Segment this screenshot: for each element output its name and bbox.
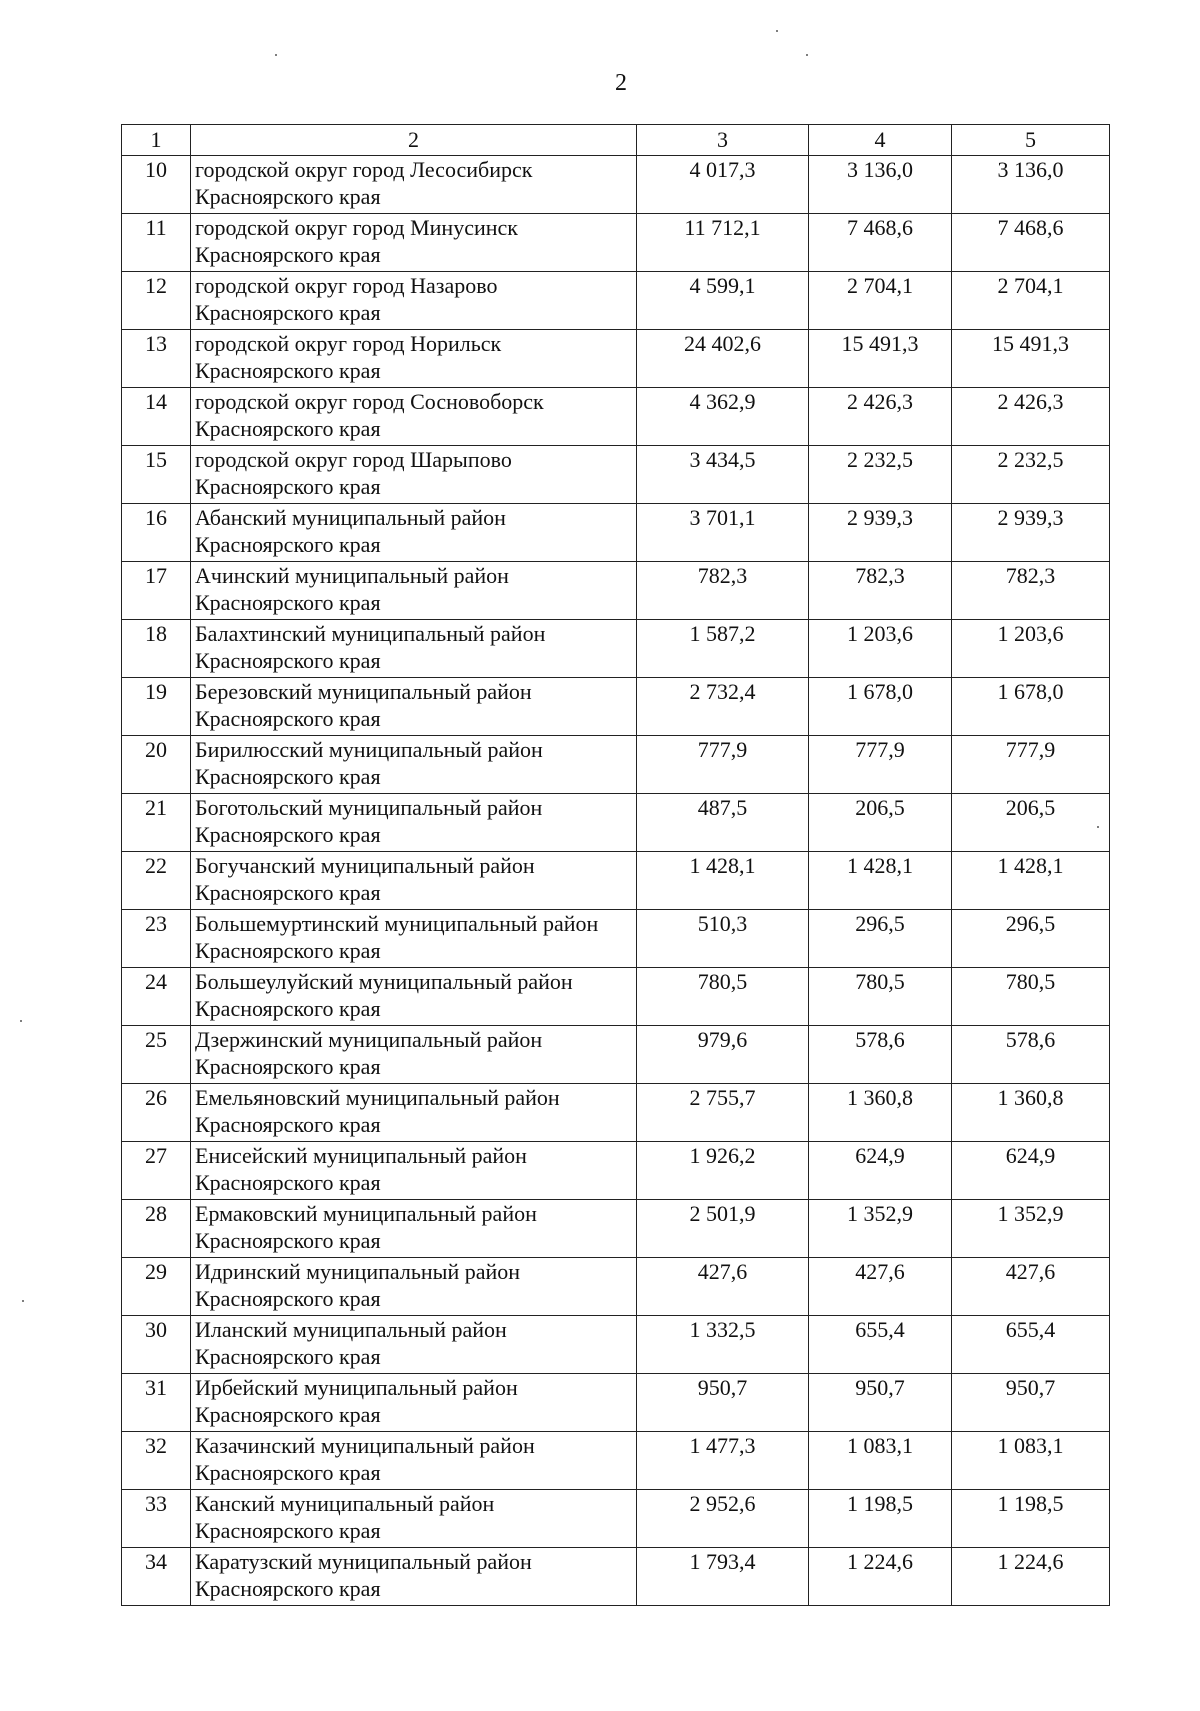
value-col3-cell: 427,6 (637, 1258, 809, 1316)
row-number-cell: 34 (122, 1548, 191, 1606)
value-col3-cell: 3 434,5 (637, 446, 809, 504)
value-col4-cell: 1 678,0 (809, 678, 952, 736)
column-header-3: 3 (637, 125, 809, 156)
row-number-cell: 29 (122, 1258, 191, 1316)
table-row (122, 388, 1110, 446)
value-col5-cell: 7 468,6 (952, 214, 1110, 272)
row-number-cell: 28 (122, 1200, 191, 1258)
row-number-cell: 24 (122, 968, 191, 1026)
value-col3-cell: 4 362,9 (637, 388, 809, 446)
value-col4-cell: 1 352,9 (809, 1200, 952, 1258)
value-col3-cell: 1 587,2 (637, 620, 809, 678)
value-col3-cell: 1 793,4 (637, 1548, 809, 1606)
table-row (122, 504, 1110, 562)
value-col4-cell: 15 491,3 (809, 330, 952, 388)
value-col3-cell: 1 428,1 (637, 852, 809, 910)
table-row (122, 562, 1110, 620)
value-col4-cell: 950,7 (809, 1374, 952, 1432)
value-col3-cell: 11 712,1 (637, 214, 809, 272)
row-number-cell: 15 (122, 446, 191, 504)
value-col4-cell: 578,6 (809, 1026, 952, 1084)
table-row (122, 794, 1110, 852)
value-col4-cell: 777,9 (809, 736, 952, 794)
data-table (121, 124, 1110, 1606)
table-row (122, 736, 1110, 794)
page-number: 2 (615, 70, 627, 96)
value-col4-cell: 3 136,0 (809, 156, 952, 214)
table-row (122, 620, 1110, 678)
value-col5-cell: 427,6 (952, 1258, 1110, 1316)
value-col4-cell: 1 428,1 (809, 852, 952, 910)
table-row (122, 910, 1110, 968)
municipality-name-cell: городской округ город Минусинск Красноярского края (191, 214, 637, 272)
row-number-cell: 10 (122, 156, 191, 214)
value-col5-cell: 1 224,6 (952, 1548, 1110, 1606)
value-col4-cell: 7 468,6 (809, 214, 952, 272)
table-header (122, 125, 1110, 156)
row-number-cell: 32 (122, 1432, 191, 1490)
table-row (122, 678, 1110, 736)
value-col4-cell: 1 198,5 (809, 1490, 952, 1548)
municipality-name-cell: Каратузский муниципальный район Красноярского края (191, 1548, 637, 1606)
value-col5-cell: 3 136,0 (952, 156, 1110, 214)
value-col5-cell: 578,6 (952, 1026, 1110, 1084)
table-row (122, 968, 1110, 1026)
municipality-name-cell: Большемуртинский муниципальный район Красноярского края (191, 910, 637, 968)
table-row (122, 1374, 1110, 1432)
value-col3-cell: 487,5 (637, 794, 809, 852)
table-row (122, 1084, 1110, 1142)
value-col3-cell: 780,5 (637, 968, 809, 1026)
value-col5-cell: 1 360,8 (952, 1084, 1110, 1142)
value-col4-cell: 782,3 (809, 562, 952, 620)
municipality-name-cell: Ачинский муниципальный район Красноярского края (191, 562, 637, 620)
value-col5-cell: 780,5 (952, 968, 1110, 1026)
value-col4-cell: 2 939,3 (809, 504, 952, 562)
value-col5-cell: 2 704,1 (952, 272, 1110, 330)
value-col4-cell: 206,5 (809, 794, 952, 852)
value-col4-cell: 780,5 (809, 968, 952, 1026)
scan-speck (275, 54, 277, 56)
value-col4-cell: 2 704,1 (809, 272, 952, 330)
row-number-cell: 26 (122, 1084, 191, 1142)
scan-speck (776, 30, 778, 32)
table-body (122, 156, 1110, 1606)
value-col3-cell: 2 732,4 (637, 678, 809, 736)
column-header-5: 5 (952, 125, 1110, 156)
municipality-name-cell: Идринский муниципальный район Красноярского края (191, 1258, 637, 1316)
column-header-1: 1 (122, 125, 191, 156)
value-col5-cell: 655,4 (952, 1316, 1110, 1374)
row-number-cell: 31 (122, 1374, 191, 1432)
value-col5-cell: 1 083,1 (952, 1432, 1110, 1490)
value-col4-cell: 2 426,3 (809, 388, 952, 446)
value-col3-cell: 777,9 (637, 736, 809, 794)
municipality-name-cell: Ирбейский муниципальный район Красноярского края (191, 1374, 637, 1432)
value-col3-cell: 979,6 (637, 1026, 809, 1084)
row-number-cell: 14 (122, 388, 191, 446)
value-col5-cell: 1 428,1 (952, 852, 1110, 910)
municipality-name-cell: городской округ город Норильск Красноярского края (191, 330, 637, 388)
value-col3-cell: 4 599,1 (637, 272, 809, 330)
value-col5-cell: 1 352,9 (952, 1200, 1110, 1258)
value-col5-cell: 1 203,6 (952, 620, 1110, 678)
table-row (122, 1026, 1110, 1084)
value-col5-cell: 782,3 (952, 562, 1110, 620)
column-header-4: 4 (809, 125, 952, 156)
municipality-name-cell: Березовский муниципальный район Красноярского края (191, 678, 637, 736)
value-col4-cell: 1 083,1 (809, 1432, 952, 1490)
municipality-name-cell: Енисейский муниципальный район Красноярского края (191, 1142, 637, 1200)
table-row (122, 1258, 1110, 1316)
row-number-cell: 25 (122, 1026, 191, 1084)
scan-speck (20, 1020, 22, 1022)
table-row (122, 330, 1110, 388)
row-number-cell: 30 (122, 1316, 191, 1374)
municipality-name-cell: Боготольский муниципальный район Красноярского края (191, 794, 637, 852)
value-col5-cell: 206,5 (952, 794, 1110, 852)
value-col3-cell: 2 755,7 (637, 1084, 809, 1142)
value-col3-cell: 1 332,5 (637, 1316, 809, 1374)
value-col3-cell: 3 701,1 (637, 504, 809, 562)
value-col3-cell: 24 402,6 (637, 330, 809, 388)
municipality-name-cell: Балахтинский муниципальный район Красноярского края (191, 620, 637, 678)
table-row (122, 272, 1110, 330)
value-col5-cell: 950,7 (952, 1374, 1110, 1432)
row-number-cell: 11 (122, 214, 191, 272)
value-col5-cell: 296,5 (952, 910, 1110, 968)
value-col4-cell: 296,5 (809, 910, 952, 968)
municipality-name-cell: Богучанский муниципальный район Красноярского края (191, 852, 637, 910)
value-col3-cell: 950,7 (637, 1374, 809, 1432)
municipality-name-cell: Дзержинский муниципальный район Красноярского края (191, 1026, 637, 1084)
value-col5-cell: 15 491,3 (952, 330, 1110, 388)
value-col3-cell: 2 952,6 (637, 1490, 809, 1548)
value-col3-cell: 510,3 (637, 910, 809, 968)
table-row (122, 1316, 1110, 1374)
table-row (122, 852, 1110, 910)
municipality-name-cell: Канский муниципальный район Красноярского края (191, 1490, 637, 1548)
row-number-cell: 19 (122, 678, 191, 736)
column-header-2: 2 (191, 125, 637, 156)
row-number-cell: 18 (122, 620, 191, 678)
value-col3-cell: 782,3 (637, 562, 809, 620)
value-col4-cell: 1 224,6 (809, 1548, 952, 1606)
row-number-cell: 23 (122, 910, 191, 968)
municipality-name-cell: Иланский муниципальный район Красноярского края (191, 1316, 637, 1374)
table-row (122, 1548, 1110, 1606)
value-col5-cell: 1 198,5 (952, 1490, 1110, 1548)
scan-speck (22, 1300, 24, 1302)
municipality-name-cell: Абанский муниципальный район Красноярского края (191, 504, 637, 562)
value-col4-cell: 624,9 (809, 1142, 952, 1200)
table-row (122, 446, 1110, 504)
table-row (122, 1142, 1110, 1200)
value-col5-cell: 624,9 (952, 1142, 1110, 1200)
row-number-cell: 21 (122, 794, 191, 852)
table-row (122, 1200, 1110, 1258)
value-col4-cell: 1 360,8 (809, 1084, 952, 1142)
table-row (122, 1490, 1110, 1548)
row-number-cell: 17 (122, 562, 191, 620)
table-row (122, 214, 1110, 272)
row-number-cell: 22 (122, 852, 191, 910)
value-col4-cell: 2 232,5 (809, 446, 952, 504)
value-col4-cell: 427,6 (809, 1258, 952, 1316)
value-col5-cell: 777,9 (952, 736, 1110, 794)
row-number-cell: 12 (122, 272, 191, 330)
municipality-name-cell: городской округ город Шарыпово Красноярского края (191, 446, 637, 504)
table-row (122, 156, 1110, 214)
value-col5-cell: 1 678,0 (952, 678, 1110, 736)
row-number-cell: 33 (122, 1490, 191, 1548)
municipality-name-cell: Емельяновский муниципальный район Красноярского края (191, 1084, 637, 1142)
value-col4-cell: 655,4 (809, 1316, 952, 1374)
value-col5-cell: 2 426,3 (952, 388, 1110, 446)
row-number-cell: 27 (122, 1142, 191, 1200)
municipality-name-cell: городской округ город Назарово Красноярского края (191, 272, 637, 330)
value-col5-cell: 2 939,3 (952, 504, 1110, 562)
value-col3-cell: 2 501,9 (637, 1200, 809, 1258)
municipality-name-cell: Казачинский муниципальный район Красноярского края (191, 1432, 637, 1490)
row-number-cell: 20 (122, 736, 191, 794)
municipality-name-cell: Большеулуйский муниципальный район Красноярского края (191, 968, 637, 1026)
scan-speck (806, 54, 808, 56)
value-col4-cell: 1 203,6 (809, 620, 952, 678)
municipality-name-cell: городской округ город Лесосибирск Красноярского края (191, 156, 637, 214)
table-row (122, 1432, 1110, 1490)
value-col3-cell: 1 926,2 (637, 1142, 809, 1200)
value-col3-cell: 4 017,3 (637, 156, 809, 214)
header-row (122, 125, 1110, 156)
value-col3-cell: 1 477,3 (637, 1432, 809, 1490)
municipality-name-cell: городской округ город Сосновоборск Красноярского края (191, 388, 637, 446)
value-col5-cell: 2 232,5 (952, 446, 1110, 504)
row-number-cell: 13 (122, 330, 191, 388)
municipality-name-cell: Бирилюсский муниципальный район Красноярского края (191, 736, 637, 794)
municipality-name-cell: Ермаковский муниципальный район Красноярского края (191, 1200, 637, 1258)
row-number-cell: 16 (122, 504, 191, 562)
